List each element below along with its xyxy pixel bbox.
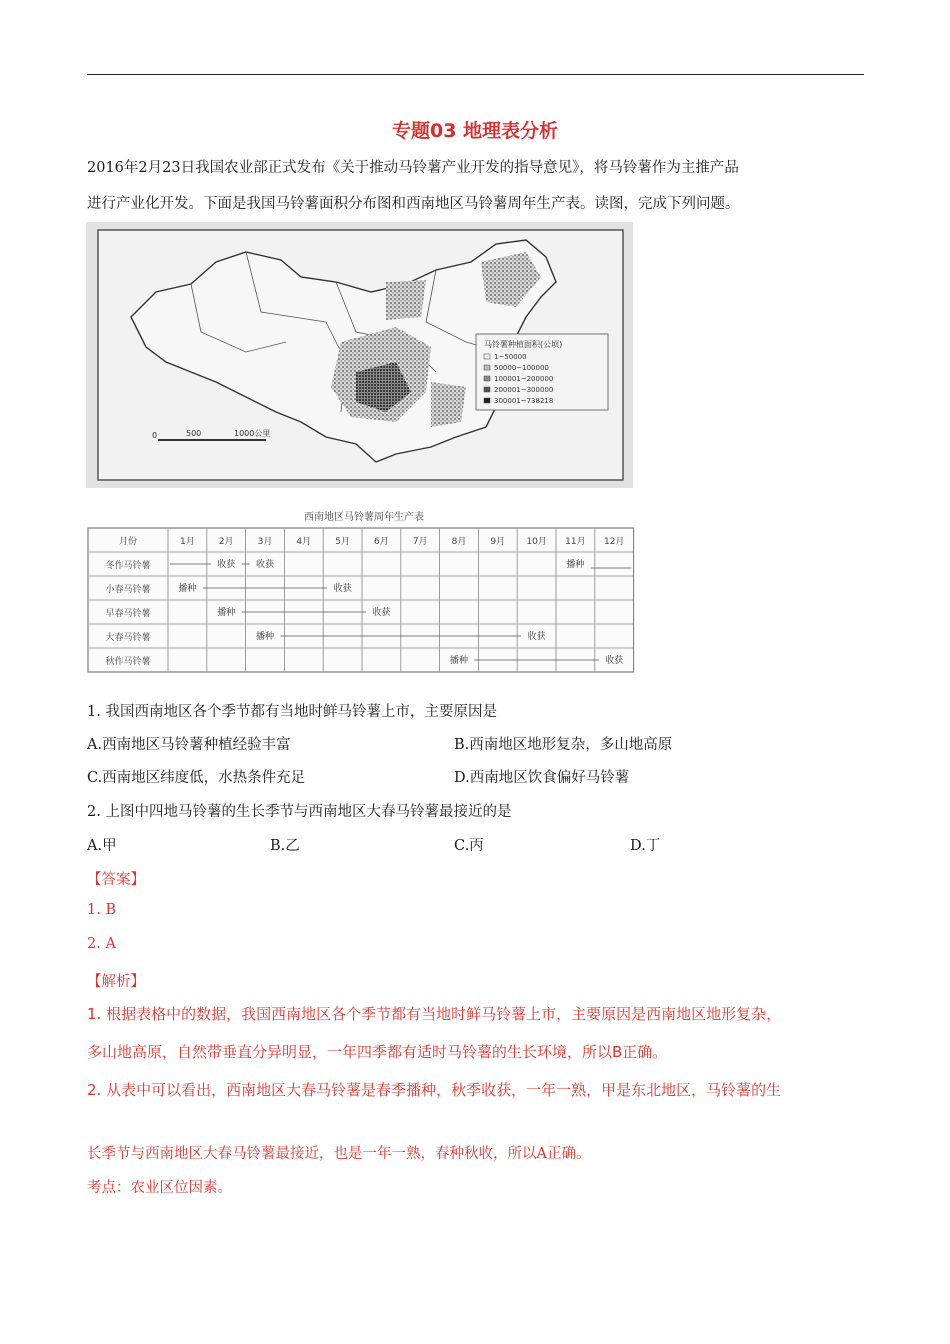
answer-label: 【答案】 xyxy=(87,872,145,888)
q1-option-b: B.西南地区地形复杂，多山地高原 xyxy=(454,737,673,753)
table-caption: 西南地区马铃薯周年生产表 xyxy=(304,512,424,523)
table-mark-sow: 播种 xyxy=(566,560,585,570)
table-mark-sow: 播种 xyxy=(178,584,197,594)
analysis-2-line-2: 长季节与西南地区大春马铃薯最接近，也是一年一熟，春种秋收，所以A正确。 xyxy=(87,1146,591,1162)
svg-text:0: 0 xyxy=(152,431,158,440)
q2-option-b: B.乙 xyxy=(270,838,300,854)
table-mark-sow: 播种 xyxy=(449,656,469,666)
table-mark-harvest: 收获 xyxy=(255,560,275,570)
table-mark-sow: 播种 xyxy=(255,632,275,642)
analysis-1-line-1: 1. 根据表格中的数据，我国西南地区各个季节都有当地时鲜马铃薯上市，主要原因是西南地区地形复杂， xyxy=(87,1005,782,1023)
table-row-label: 冬作马铃薯 xyxy=(105,561,151,571)
table-month-header: 3月 xyxy=(257,537,273,547)
table-month-header: 7月 xyxy=(412,537,428,547)
table-row-label: 大春马铃薯 xyxy=(105,633,151,643)
q2-option-a: A.甲 xyxy=(87,838,117,854)
legend-item-1: 1~50000 xyxy=(494,353,527,361)
svg-text:500: 500 xyxy=(186,429,202,438)
table-mark-harvest: 收获 xyxy=(217,560,236,570)
table-row-label: 小春马铃薯 xyxy=(105,585,151,595)
intro-line-1: 2016年2月23日我国农业部正式发布《关于推动马铃薯产业开发的指导意见》，将马铃薯作为主推产品 xyxy=(87,160,739,176)
map-legend-title: 马铃薯种植面积(公顷) xyxy=(484,340,563,349)
table-month-header: 1月 xyxy=(180,537,195,547)
table-mark-harvest: 收获 xyxy=(333,584,352,594)
china-potato-area-map xyxy=(86,222,633,488)
analysis-1-line-2: 多山地高原，自然带垂直分异明显，一年四季都有适时马铃薯的生长环境，所以B正确。 xyxy=(87,1043,668,1061)
question-2: 2. 上图中四地马铃薯的生长季节与西南地区大春马铃薯最接近的是 xyxy=(87,804,512,820)
table-month-header: 11月 xyxy=(565,537,586,547)
table-month-header: 5月 xyxy=(335,537,350,547)
legend-item-3: 100001~200000 xyxy=(494,375,554,383)
page-title: 专题03 地理表分析 xyxy=(391,120,559,142)
intro-line-2: 进行产业化开发。下面是我国马铃薯面积分布图和西南地区马铃薯周年生产表。读图，完成下列问题。 xyxy=(87,196,740,212)
table-month-header: 2月 xyxy=(218,537,234,547)
table-month-header: 8月 xyxy=(451,537,467,547)
answer-1: 1. B xyxy=(87,902,117,918)
question-1: 1. 我国西南地区各个季节都有当地时鲜马铃薯上市，主要原因是 xyxy=(87,704,497,720)
table-mark-harvest: 收获 xyxy=(527,632,546,642)
svg-text:1000公里: 1000公里 xyxy=(234,429,271,438)
q1-option-c: C.西南地区纬度低，水热条件充足 xyxy=(87,770,306,786)
table-grid xyxy=(88,528,634,672)
table-row-label: 早春马铃薯 xyxy=(105,609,151,619)
analysis-label: 【解析】 xyxy=(87,974,145,990)
q2-option-d: D.丁 xyxy=(630,838,661,854)
legend-item-2: 50000~100000 xyxy=(494,364,549,372)
legend-item-4: 200001~300000 xyxy=(494,386,554,394)
table-header-label: 月份 xyxy=(118,537,138,547)
table-row-label: 秋作马铃薯 xyxy=(105,657,151,667)
q1-option-a: A.西南地区马铃薯种植经验丰富 xyxy=(87,737,291,753)
table-month-header: 6月 xyxy=(374,537,389,547)
answer-2: 2. A xyxy=(87,936,116,952)
q2-option-c: C.丙 xyxy=(454,838,484,854)
kaodian: 考点：农业区位因素。 xyxy=(87,1180,232,1196)
q1-option-d: D.西南地区饮食偏好马铃薯 xyxy=(454,770,630,786)
analysis-2-line-1: 2. 从表中可以看出，西南地区大春马铃薯是春季播种，秋季收获，一年一熟，甲是东北地区，马铃薯的生 xyxy=(87,1081,782,1099)
table-mark-sow: 播种 xyxy=(217,608,236,618)
table-mark-harvest: 收获 xyxy=(372,608,391,618)
potato-production-table xyxy=(86,506,642,686)
table-month-header: 10月 xyxy=(526,537,547,547)
table-month-header: 12月 xyxy=(603,537,625,547)
legend-item-5: 300001~738218 xyxy=(494,397,554,405)
header-rule xyxy=(87,74,864,75)
table-month-header: 4月 xyxy=(296,537,312,547)
table-month-header: 9月 xyxy=(490,537,506,547)
table-mark-harvest: 收获 xyxy=(605,656,624,666)
